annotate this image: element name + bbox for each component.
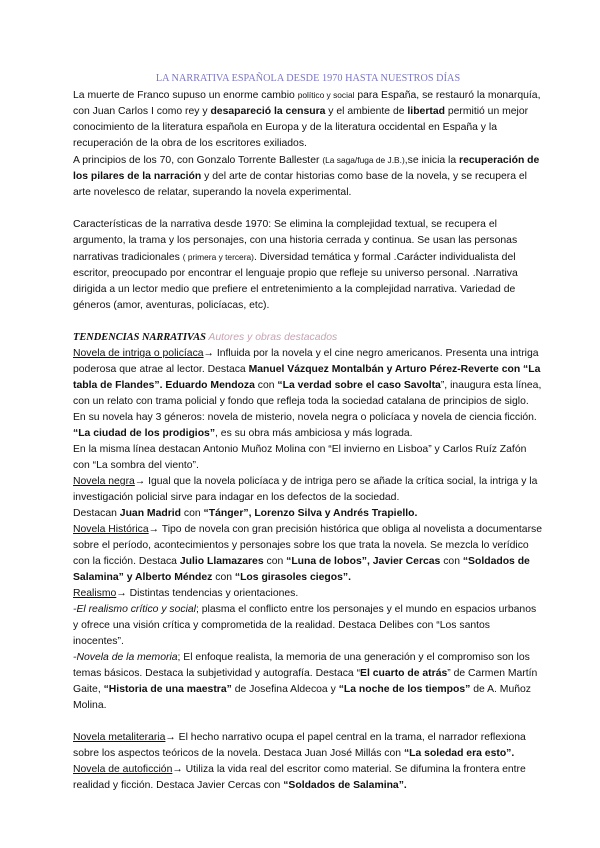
text-bold: desapareció la censura	[210, 106, 326, 117]
text: Influida por la novela y el cine negro americanos. Presenta una intriga poderosa que atrae al lector. Destaca	[73, 348, 539, 375]
text-italic: -Novela de la memoria	[73, 652, 178, 663]
arrow-icon: →	[165, 732, 176, 743]
text: y del arte de contar historias como base de la novela, y se recupera el arte novelesco de relatar, superando la novela experimental.	[73, 171, 527, 198]
genre-label: Novela de intriga o policíaca	[73, 348, 204, 359]
negra-paragraph-2	[73, 506, 543, 522]
text: Destacan	[73, 508, 120, 519]
text: La muerte de Franco supuso un enorme cambio	[73, 90, 298, 101]
text-italic: -El realismo crítico y social	[73, 604, 196, 615]
text: con	[263, 556, 287, 567]
text: ” de Carmen Martín Gaite,	[73, 668, 538, 695]
text-bold: “La ciudad de los prodigios”	[73, 428, 216, 439]
spacer	[73, 714, 543, 730]
text-bold: “La verdad sobre el caso Savolta	[277, 380, 441, 391]
genre-label: Novela Histórica	[73, 524, 149, 535]
text: . Diversidad temática y formal .Carácter individualista del escritor, preocupado por encontrar el lenguaje propio que refleje su universo personal. .Narrativa dirigida a un lector medio que prefiere el entretenimiento a la complejidad narrativa. Variedad de géneros (amor, aventuras, policíacas, etc).	[73, 252, 518, 311]
text: Características de la narrativa desde 1970: Se elimina la complejidad textual, se recupera el argumento, la trama y los personajes, con una historia cerrada y continua. Se usan las personas narrativas tradicionales	[73, 219, 518, 263]
arrow-icon: →	[148, 524, 160, 535]
page-title: LA NARRATIVA ESPAÑOLA DESDE 1970 HASTA NUESTROS DÍAS	[155, 73, 461, 84]
text: El hecho narrativo ocupa el papel central en la trama, el narrador reflexiona sobre los aspectos teóricos de la novela. Destaca Juan José Millás con	[73, 732, 526, 759]
section-subheading: Autores y obras destacados	[205, 332, 338, 343]
text: con	[440, 556, 463, 567]
text: con	[212, 572, 235, 583]
metaliteraria-paragraph	[73, 730, 543, 762]
text-bold: “Historia de una maestra”	[103, 684, 232, 695]
text: Distintas tendencias y orientaciones.	[126, 588, 299, 599]
text: con	[181, 508, 204, 519]
section-header	[73, 330, 543, 346]
text: de Josefina Aldecoa y	[231, 684, 339, 695]
document-body	[73, 71, 543, 794]
text-bold: Julio Llamazares	[179, 556, 264, 567]
text: de A. Muñoz Molina.	[73, 684, 531, 711]
text-bold: “Soldados de Salamina”.	[283, 780, 407, 791]
text-bold: recuperación de los pilares de la narración	[73, 155, 540, 182]
text: Igual que la novela policíaca y de intriga pero se añade la crítica social, la intriga y la investigación policial sirve para indagar en los defectos de la sociedad.	[73, 476, 538, 503]
spacer	[73, 314, 543, 330]
text-bold: “Soldados de Salamina” y Alberto Méndez	[73, 556, 530, 583]
arrow-icon: →	[172, 764, 183, 775]
text: Utiliza la vida real del escritor como material. Se difumina la frontera entre realidad y ficción. Destaca Javier Cercas con	[73, 764, 526, 791]
text-bold: libertad	[407, 106, 445, 117]
section-heading: TENDENCIAS NARRATIVAS	[73, 332, 206, 343]
text: ,se inicia la	[404, 155, 460, 166]
intriga-paragraph	[73, 346, 543, 442]
text-bold: “La soledad era esto”.	[403, 748, 515, 759]
text: ; plasma el conflicto entre los personajes y el mundo en espacios urbanos y ofrece una visión crítica y comprometida de la realidad. Destaca Delibes con “Los santos inocentes”.	[73, 604, 537, 647]
text-bold: “Luna de lobos”, Javier Cercas	[286, 556, 441, 567]
text: ”, inaugura esta línea, con un relato con trama policial y fondo que refleja toda la sociedad catalana de principios de siglo. En su novela hay 3 géneros: novela de misterio, novela negra o policíaca y novela de ciencia ficción.	[73, 380, 542, 423]
text-bold: Juan Madrid	[119, 508, 181, 519]
genre-label: Realismo	[73, 588, 117, 599]
text-small: político y social	[297, 90, 355, 100]
spacer	[73, 201, 543, 217]
realismo-memoria-paragraph	[73, 650, 543, 714]
arrow-icon: →	[203, 348, 214, 359]
text: para España, se restauró la monarquía, con Juan Carlos I como rey y	[73, 90, 541, 117]
intro-paragraph-1	[73, 87, 543, 152]
historica-paragraph	[73, 522, 543, 586]
text-bold: “La noche de los tiempos”	[338, 684, 471, 695]
genre-label: Novela negra	[73, 476, 135, 487]
genre-label: Novela de autoficción	[73, 764, 173, 775]
text: y el ambiente de	[325, 106, 408, 117]
genre-label: Novela metaliteraria	[73, 732, 166, 743]
realismo-paragraph	[73, 586, 543, 602]
text-small: (La saga/fuga de J.B.)	[322, 155, 405, 165]
text: permitió un mejor conocimiento de la literatura española en Europa y de la literatura occidental en España y la recuperación de la obra de los escritores exiliados.	[73, 106, 529, 149]
caracteristicas-paragraph	[73, 217, 543, 314]
negra-paragraph	[73, 474, 543, 506]
arrow-icon: →	[116, 588, 127, 599]
text-small: ( primera y tercera)	[182, 252, 254, 262]
text: con	[254, 380, 278, 391]
text: Tipo de novela con gran precisión histórica que obliga al novelista a documentarse sobre el período, acontecimientos y personajes sobre los que trata la novela. Se mezcla lo verídico con la ficción. Destaca	[73, 524, 543, 567]
text-bold: Manuel Vázquez Montalbán y Arturo Pérez-Reverte con “La tabla de Flandes”. Eduardo Mendoza	[73, 364, 541, 391]
intriga-paragraph-2: En la misma línea destacan Antonio Muñoz Molina con “El invierno en Lisboa” y Carlos Ruíz Zafón con “La sombra del viento”.	[73, 444, 527, 471]
text: A principios de los 70, con Gonzalo Torrente Ballester	[73, 155, 323, 166]
autoficcion-paragraph	[73, 762, 543, 794]
text: , es su obra más ambiciosa y más lograda.	[215, 428, 413, 439]
text: ; El enfoque realista, la memoria de una generación y el compromiso son los temas básicos. Destaca la subjetividad y autografía. Destaca “	[73, 652, 530, 679]
realismo-critico-paragraph	[73, 602, 543, 650]
arrow-icon: →	[134, 476, 146, 487]
text-bold: “Tánger”, Lorenzo Silva y Andrés Trapiello.	[203, 508, 418, 519]
text-bold: “Los girasoles ciegos”.	[234, 572, 351, 583]
intro-paragraph-2	[73, 152, 543, 201]
text-bold: El cuarto de atrás	[360, 668, 448, 679]
